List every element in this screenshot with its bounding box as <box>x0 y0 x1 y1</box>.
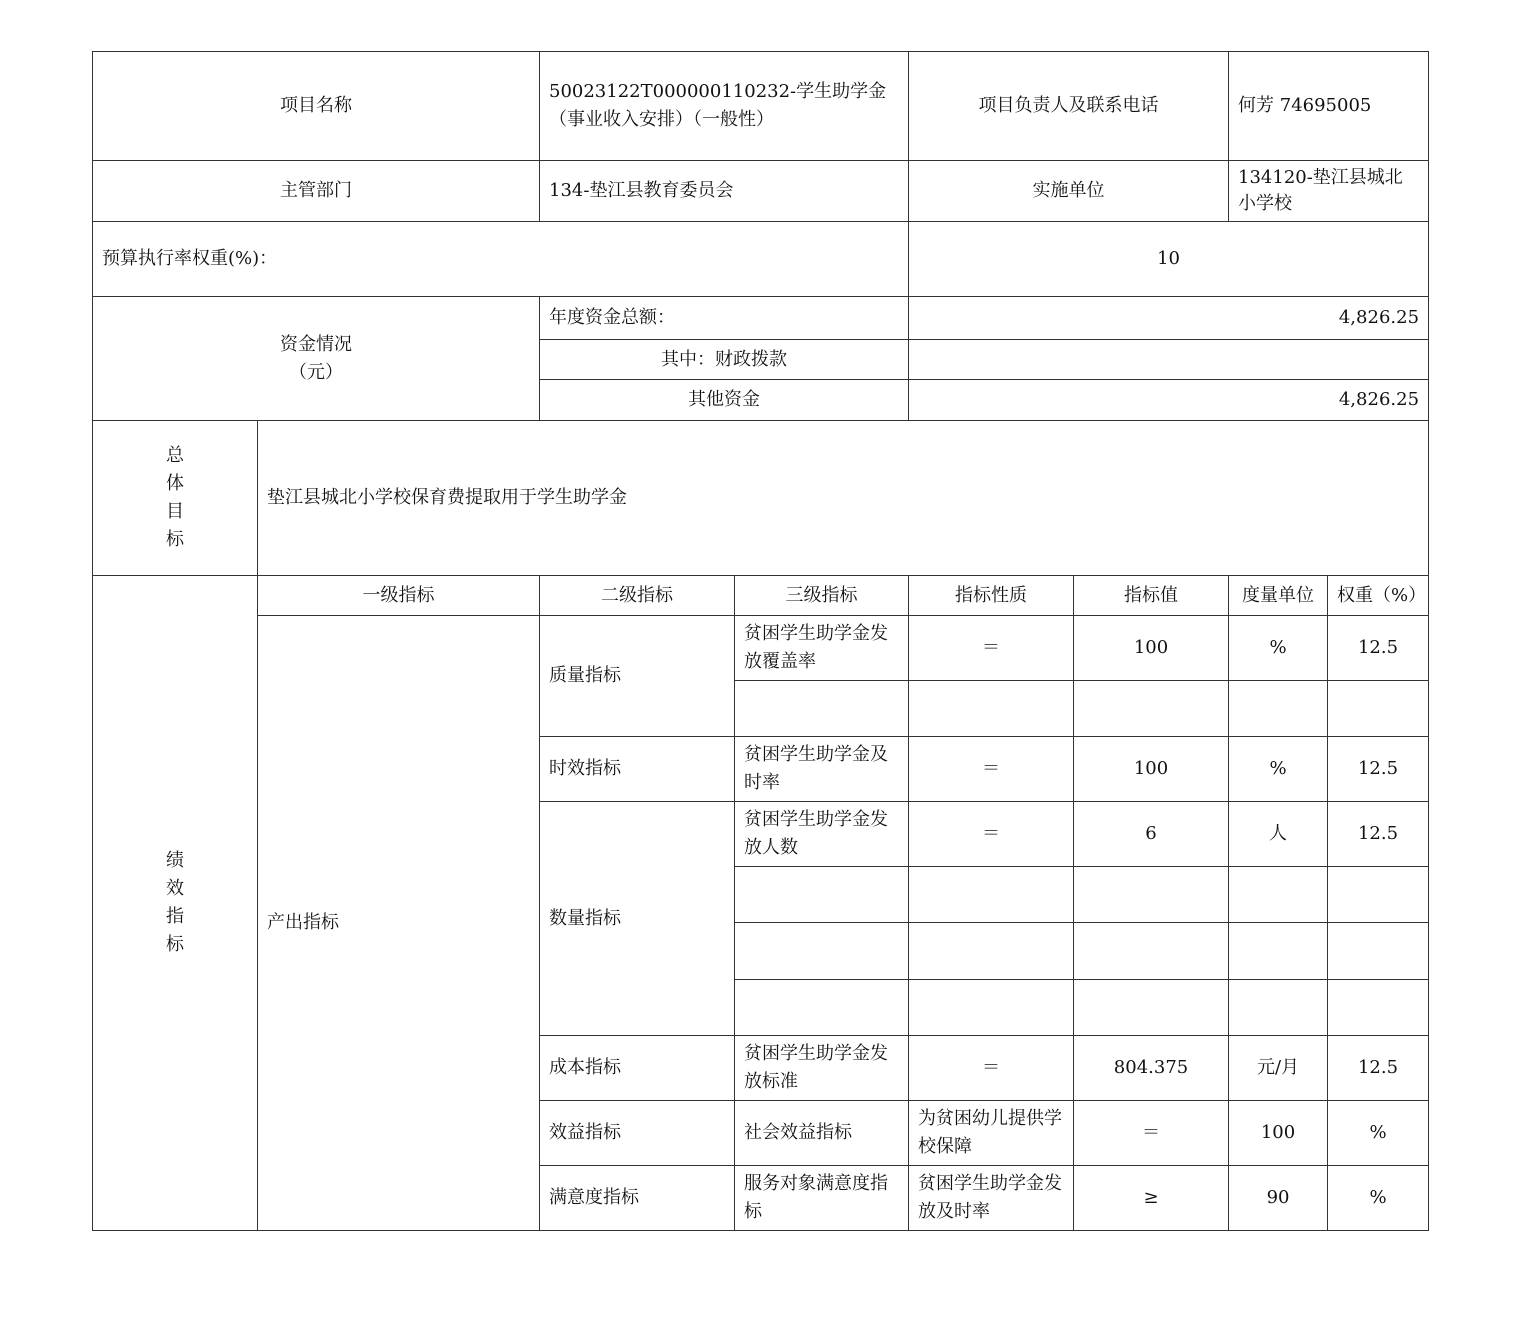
empty-cell <box>1229 980 1328 1036</box>
cost-indicator-label: 成本指标 <box>540 1036 735 1101</box>
budget-rate-value: 10 <box>909 222 1429 297</box>
indicator-level3: 贫困学生助学金发放标准 <box>735 1036 909 1101</box>
overall-goal-label <box>93 421 258 576</box>
annual-total-label: 年度资金总额： <box>540 297 909 340</box>
performance-char: 绩 <box>166 850 184 871</box>
empty-cell <box>1328 923 1429 980</box>
empty-cell <box>909 867 1074 923</box>
empty-cell <box>909 681 1074 737</box>
header-unit: 度量单位 <box>1229 576 1328 616</box>
impl-unit-label: 实施单位 <box>909 161 1229 222</box>
social-benefit-indicator-label: 社会效益指标 <box>735 1101 909 1166</box>
indicator-value: 804.375 <box>1074 1036 1229 1101</box>
indicator-unit: % <box>1328 1101 1429 1166</box>
fiscal-label: 其中：财政拨款 <box>540 340 909 380</box>
empty-cell <box>909 923 1074 980</box>
funds-label-line1: 资金情况 <box>280 333 352 355</box>
satisfaction-indicator-label: 满意度指标 <box>540 1166 735 1231</box>
indicator-unit: 人 <box>1229 802 1328 867</box>
overall-goal-text: 垫江县城北小学校保育费提取用于学生助学金 <box>258 421 1429 576</box>
annual-total-value: 4,826.25 <box>909 297 1429 340</box>
empty-cell <box>735 681 909 737</box>
impl-unit-value: 134120-垫江县城北小学校 <box>1229 161 1429 222</box>
performance-label <box>93 576 258 1231</box>
indicator-nature: ＝ <box>909 1036 1074 1101</box>
empty-cell <box>735 923 909 980</box>
goal-char: 总 <box>166 445 184 466</box>
other-funds-value: 4,826.25 <box>909 380 1429 421</box>
service-satisfaction-indicator-label: 服务对象满意度指标 <box>735 1166 909 1231</box>
funds-label <box>93 297 540 421</box>
indicator-weight: 12.5 <box>1328 737 1429 802</box>
performance-char: 指 <box>166 906 184 927</box>
performance-char: 效 <box>166 878 184 899</box>
indicator-value: 6 <box>1074 802 1229 867</box>
empty-cell <box>1229 923 1328 980</box>
indicator-value: 90 <box>1229 1166 1328 1231</box>
other-funds-label: 其他资金 <box>540 380 909 421</box>
budget-rate-label: 预算执行率权重(%)： <box>93 222 909 297</box>
header-weight: 权重（%） <box>1328 576 1429 616</box>
benefit-indicator-label: 效益指标 <box>540 1101 735 1166</box>
fiscal-value <box>909 340 1429 380</box>
empty-cell <box>1328 681 1429 737</box>
indicator-weight: 12.5 <box>1328 616 1429 681</box>
empty-cell <box>735 867 909 923</box>
quality-indicator-label: 质量指标 <box>540 616 735 737</box>
indicator-unit: 元/月 <box>1229 1036 1328 1101</box>
goal-char: 体 <box>166 473 184 494</box>
indicator-level3: 贫困学生助学金发放及时率 <box>909 1166 1074 1231</box>
empty-cell <box>1074 923 1229 980</box>
empty-cell <box>1229 681 1328 737</box>
header-level1: 一级指标 <box>258 576 540 616</box>
quantity-indicator-label: 数量指标 <box>540 802 735 1036</box>
goal-char: 目 <box>166 501 184 522</box>
indicator-value: 100 <box>1074 616 1229 681</box>
indicator-value: 100 <box>1074 737 1229 802</box>
indicator-unit: % <box>1229 737 1328 802</box>
empty-cell <box>1074 867 1229 923</box>
empty-cell <box>1328 980 1429 1036</box>
empty-cell <box>1328 867 1429 923</box>
timeliness-indicator-label: 时效指标 <box>540 737 735 802</box>
indicator-level3: 贫困学生助学金发放人数 <box>735 802 909 867</box>
empty-cell <box>909 980 1074 1036</box>
header-nature: 指标性质 <box>909 576 1074 616</box>
header-value: 指标值 <box>1074 576 1229 616</box>
header-level3: 三级指标 <box>735 576 909 616</box>
performance-target-table <box>92 51 1429 1231</box>
indicator-nature: ＝ <box>909 616 1074 681</box>
indicator-nature: ≥ <box>1074 1166 1229 1231</box>
empty-cell <box>1074 980 1229 1036</box>
header-level2: 二级指标 <box>540 576 735 616</box>
indicator-weight: 12.5 <box>1328 1036 1429 1101</box>
indicator-level3: 贫困学生助学金发放覆盖率 <box>735 616 909 681</box>
indicator-level3: 贫困学生助学金及时率 <box>735 737 909 802</box>
empty-cell <box>1229 867 1328 923</box>
performance-char: 标 <box>166 934 184 955</box>
indicator-nature: ＝ <box>909 737 1074 802</box>
indicator-level3: 为贫困幼儿提供学校保障 <box>909 1101 1074 1166</box>
indicator-nature: ＝ <box>1074 1101 1229 1166</box>
indicator-value: 100 <box>1229 1101 1328 1166</box>
empty-cell <box>1074 681 1229 737</box>
indicator-nature: ＝ <box>909 802 1074 867</box>
dept-label: 主管部门 <box>93 161 540 222</box>
project-name-label: 项目名称 <box>93 52 540 161</box>
project-name-value: 50023122T000000110232-学生助学金（事业收入安排）（一般性） <box>540 52 909 161</box>
dept-value: 134-垫江县教育委员会 <box>540 161 909 222</box>
goal-char: 标 <box>166 529 184 550</box>
funds-label-line2: （元） <box>289 361 343 383</box>
empty-cell <box>735 980 909 1036</box>
contact-label: 项目负责人及联系电话 <box>909 52 1229 161</box>
output-indicator-label: 产出指标 <box>258 616 540 1231</box>
contact-value: 何芳 74695005 <box>1229 52 1429 161</box>
indicator-unit: % <box>1229 616 1328 681</box>
indicator-unit: % <box>1328 1166 1429 1231</box>
indicator-weight: 12.5 <box>1328 802 1429 867</box>
